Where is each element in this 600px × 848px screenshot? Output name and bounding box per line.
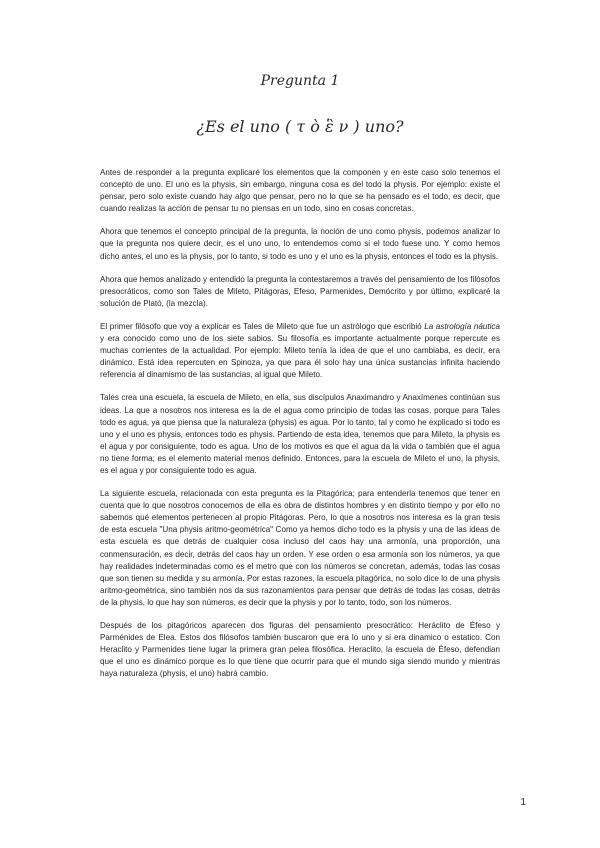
book-title: La astrología náutica (424, 321, 500, 331)
paragraph: Ahora que tenemos el concepto principal de la pregunta, la noción de uno como physis, podemos analizar lo que la pregunta nos quiere decir, es el uno uno, lo entendemos como si el todo fuese uno. Y como hemos dicho antes, el uno es la physis, por lo tanto, si todo es uno y el uno es la physis, entonces el todo es la physis. (100, 227, 500, 261)
paragraph: Ahora que hemos analizado y entendido la pregunta la contestaremos a través del pensamiento de los filósofos presocráticos, como son Tales de Mileto, Pitágoras, Efeso, Parmenides, Demócrito y por último, explicaré la solución de Plató, (la mezcla). (100, 274, 500, 308)
paragraph-text: y era conocido como uno de los siete sabios. Su filosofía es importante actualmente porque repercute es muchas corrientes de la actualidad. Por ejemplo: Mileto tenía la idea de que el uno cambiaba, es decir, era dinámico. Está idea repercuten en Spinoza, ya que para él solo hay una única sustancias infinita haciendo referencia al dinamismo de las sustancias, al igual que Mileto. (100, 334, 500, 380)
paragraph: Antes de responder a la pregunta explicaré los elementos que la componen y en este caso solo tenemos el concepto de uno. El uno es la physis, sin embargo, ninguna cosa es del todo la physis. Por ejemplo: existe el pensar, pero solo existe cuando hay algo que pensar, pero no lo que se ha pensado es el todo, es decir, que cuando realizas la acción de pensar tu no piensas en un todo, sino en cosas concretas. (100, 168, 500, 214)
paragraph: Después de los pitagóricos aparecen dos figuras del pensamiento presocrático: Heráclito de Éfeso y Parménides de Elea. Estos dos filósofos también buscaron que era lo uno y si era dinamico o estatico. Con Heraclito y Parmenides tiene lugar la primera gran pelea filosófica. Heraclito, la escuela de Éfeso, defendian que el uno es dinámico porque es lo que tiene que ocurrir para que el mundo siga siendo mundo y mientras haya naturaleza (physis, el uno) habrá cambio. (100, 621, 500, 679)
paragraph-text: El primer filósofo que voy a explicar es Tales de Mileto que fue un astrólogo que escribió (100, 321, 425, 331)
paragraph: Tales crea una escuela, la escuela de Mileto, en ella, sus discípulos Anaximandro y Anaxímenes continúan sus ideas. La que a nosotros nos interesa es la de el agua como principio de todas las cosas. porque para Tales todo es agua, ya que piensa que la naturaleza (physis) es agua. Por lo tanto, tal y como he explicado si todo es uno y el uno es physis, entonces todo es physis. Partiendo de esta idea, tenemos que para Mileto, la physis es el agua y por consiguiente, todo es agua. Uno de los motivos es que el agua da la vida o también que el agua no tiene forma; es el elemento material menos definido. Entonces, para la escuela de Mileto el uno, la physis, es el agua y por consiguiente todo es agua. (100, 393, 500, 475)
paragraph (100, 321, 500, 381)
body-text (100, 167, 500, 691)
page-title: Pregunta 1 (260, 73, 340, 89)
paragraph: La siguiente escuela, relacionada con esta pregunta es la Pitagórica; para entenderla tenemos que tener en cuenta que lo que nosotros conocemos de ella es obra de distintos hombres y en distinto tiempo y por ello no sabemos qué elementos pertenecen al propio Pitágoras. Pero, lo que a nosotros nos interesa es la gran tesis de esta escuela "Una physis aritmo-geométrica" Como ya hemos dicho todo es la physis y una de las ideas de esta escuela es que detrás de cualquier cosa incluso del caos hay una armonía, una proporción, una conmensuración, es decir, detrás del caos hay un orden. Y ese orden o esa armonía son los números, ya que hay realidades indeterminadas como es el metro que con los números se concretan, además, todas las cosas que son tienen su medida y su armonía. Por estas razones, la escuela pitagórica, no solo dice lo de una physis aritmo-geométrica, sino también nos da sus razonamientos para pensar que detrás de todas las cosas, detrás de la physis, lo que hay son números, es decir que la physis y por lo tanto, todo, son los números. (100, 489, 500, 607)
page-number: 1 (520, 797, 526, 808)
question-heading: ¿Es el uno ( τ ὸ ἓ ν ) uno? (196, 117, 404, 136)
